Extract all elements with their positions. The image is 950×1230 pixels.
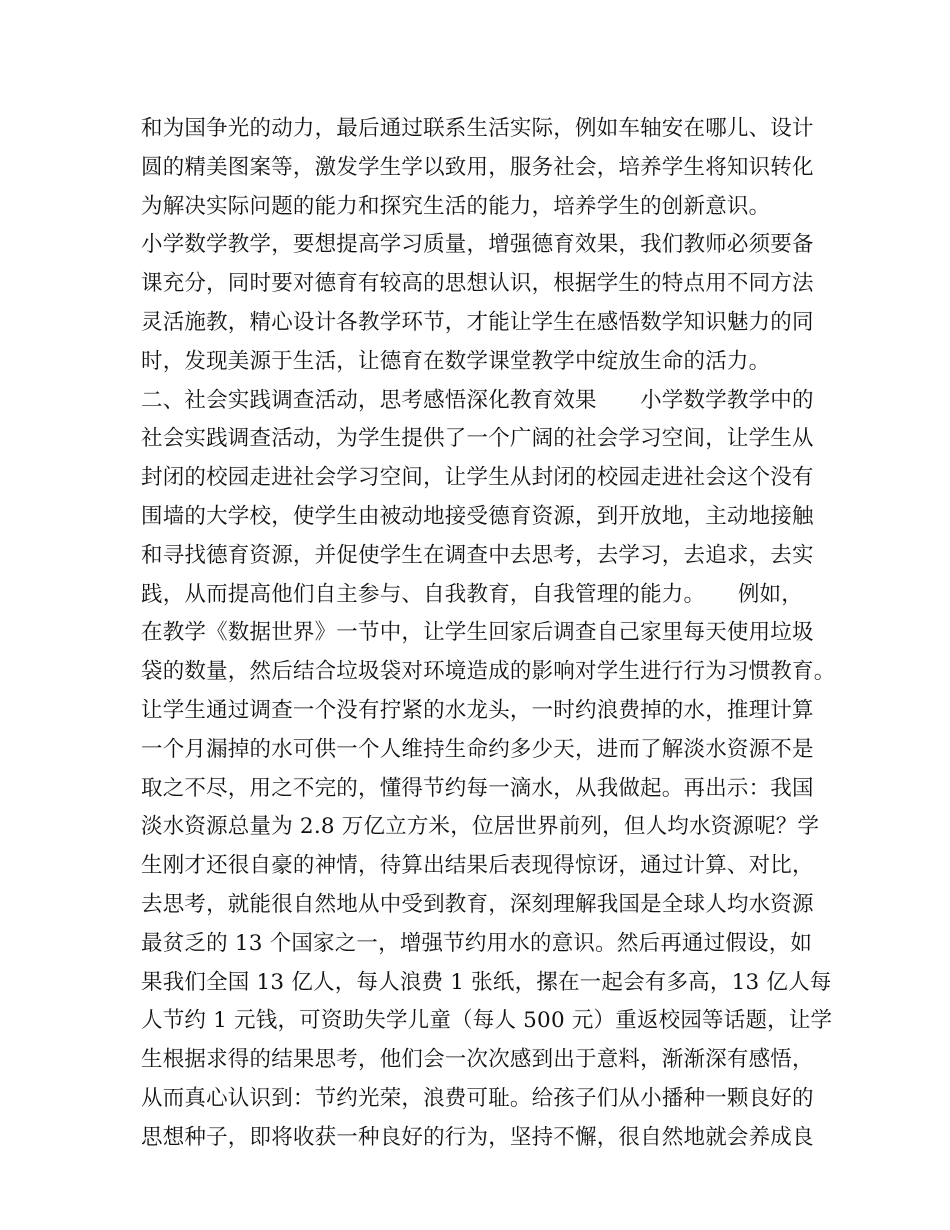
text-line: 圆的精美图案等，激发学生学以致用，服务社会，培养学生将知识转化 — [141, 154, 814, 180]
text-line: 小学数学教学，要想提高学习质量，增强德育效果，我们教师必须要备 — [141, 232, 814, 258]
text-line: 为解决实际问题的能力和探究生活的能力，培养学生的创新意识。 — [141, 193, 771, 219]
text-line: 和为国争光的动力，最后通过联系生活实际，例如车轴安在哪儿、设计 — [141, 116, 814, 141]
text-line: 生根据求得的结果思考，他们会一次次感到出于意料，渐渐深有感悟， — [141, 1047, 814, 1073]
text-line: 去思考，就能很自然地从中受到教育，深刻理解我国是全球人均水资源 — [141, 891, 814, 917]
text-line: 封闭的校园走进社会学习空间，让学生从封闭的校园走进社会这个没有 — [141, 465, 814, 491]
text-line: 淡水资源总量为 2.8 万亿立方米，位居世界前列，但人均水资源呢？学 — [141, 814, 820, 840]
text-line: 思想种子，即将收获一种良好的行为，坚持不懈，很自然地就会养成良 — [141, 1124, 814, 1150]
text-line: 在教学《数据世界》一节中，让学生回家后调查自己家里每天使用垃圾 — [141, 620, 814, 646]
text-line: 一个月漏掉的水可供一个人维持生命约多少天，进而了解淡水资源不是 — [141, 736, 814, 762]
text-line: 时，发现美源于生活，让德育在数学课堂教学中绽放生命的活力。 — [141, 348, 771, 374]
text-line: 取之不尽，用之不完的，懂得节约每一滴水，从我做起。再出示：我国 — [141, 775, 814, 801]
text-line: 围墙的大学校，使学生由被动地接受德育资源，到开放地，主动地接触 — [141, 503, 814, 529]
text-line: 袋的数量，然后结合垃圾袋对环境造成的影响对学生进行行为习惯教育。 — [141, 659, 836, 685]
text-line: 生刚才还很自豪的神情，待算出结果后表现得惊讶，通过计算、对比， — [141, 853, 814, 879]
text-line: 灵活施教，精心设计各教学环节，才能让学生在感悟数学知识魅力的同 — [141, 309, 814, 335]
text-line: 果我们全国 13 亿人，每人浪费 1 张纸，摞在一起会有多高，13 亿人每 — [141, 969, 832, 995]
text-line: 践，从而提高他们自主参与、自我教育，自我管理的能力。 例如， — [141, 581, 803, 607]
text-line: 人节约 1 元钱，可资助失学儿童（每人 500 元）重返校园等话题，让学 — [141, 1008, 833, 1034]
text-line: 和寻找德育资源，并促使学生在调查中去思考，去学习，去追求，去实 — [141, 542, 814, 568]
body-text — [141, 110, 841, 1158]
text-line: 社会实践调查活动，为学生提供了一个广阔的社会学习空间，让学生从 — [141, 426, 814, 452]
text-line: 二、社会实践调查活动，思考感悟深化教育效果 小学数学教学中的 — [141, 387, 814, 413]
text-line: 让学生通过调查一个没有拧紧的水龙头，一时约浪费掉的水，推理计算 — [141, 697, 814, 723]
text-line: 课充分，同时要对德育有较高的思想认识，根据学生的特点用不同方法 — [141, 271, 814, 297]
text-line: 从而真心认识到：节约光荣，浪费可耻。给孩子们从小播种一颗良好的 — [141, 1085, 814, 1111]
text-line: 最贫乏的 13 个国家之一，增强节约用水的意识。然后再通过假设，如 — [141, 930, 813, 956]
